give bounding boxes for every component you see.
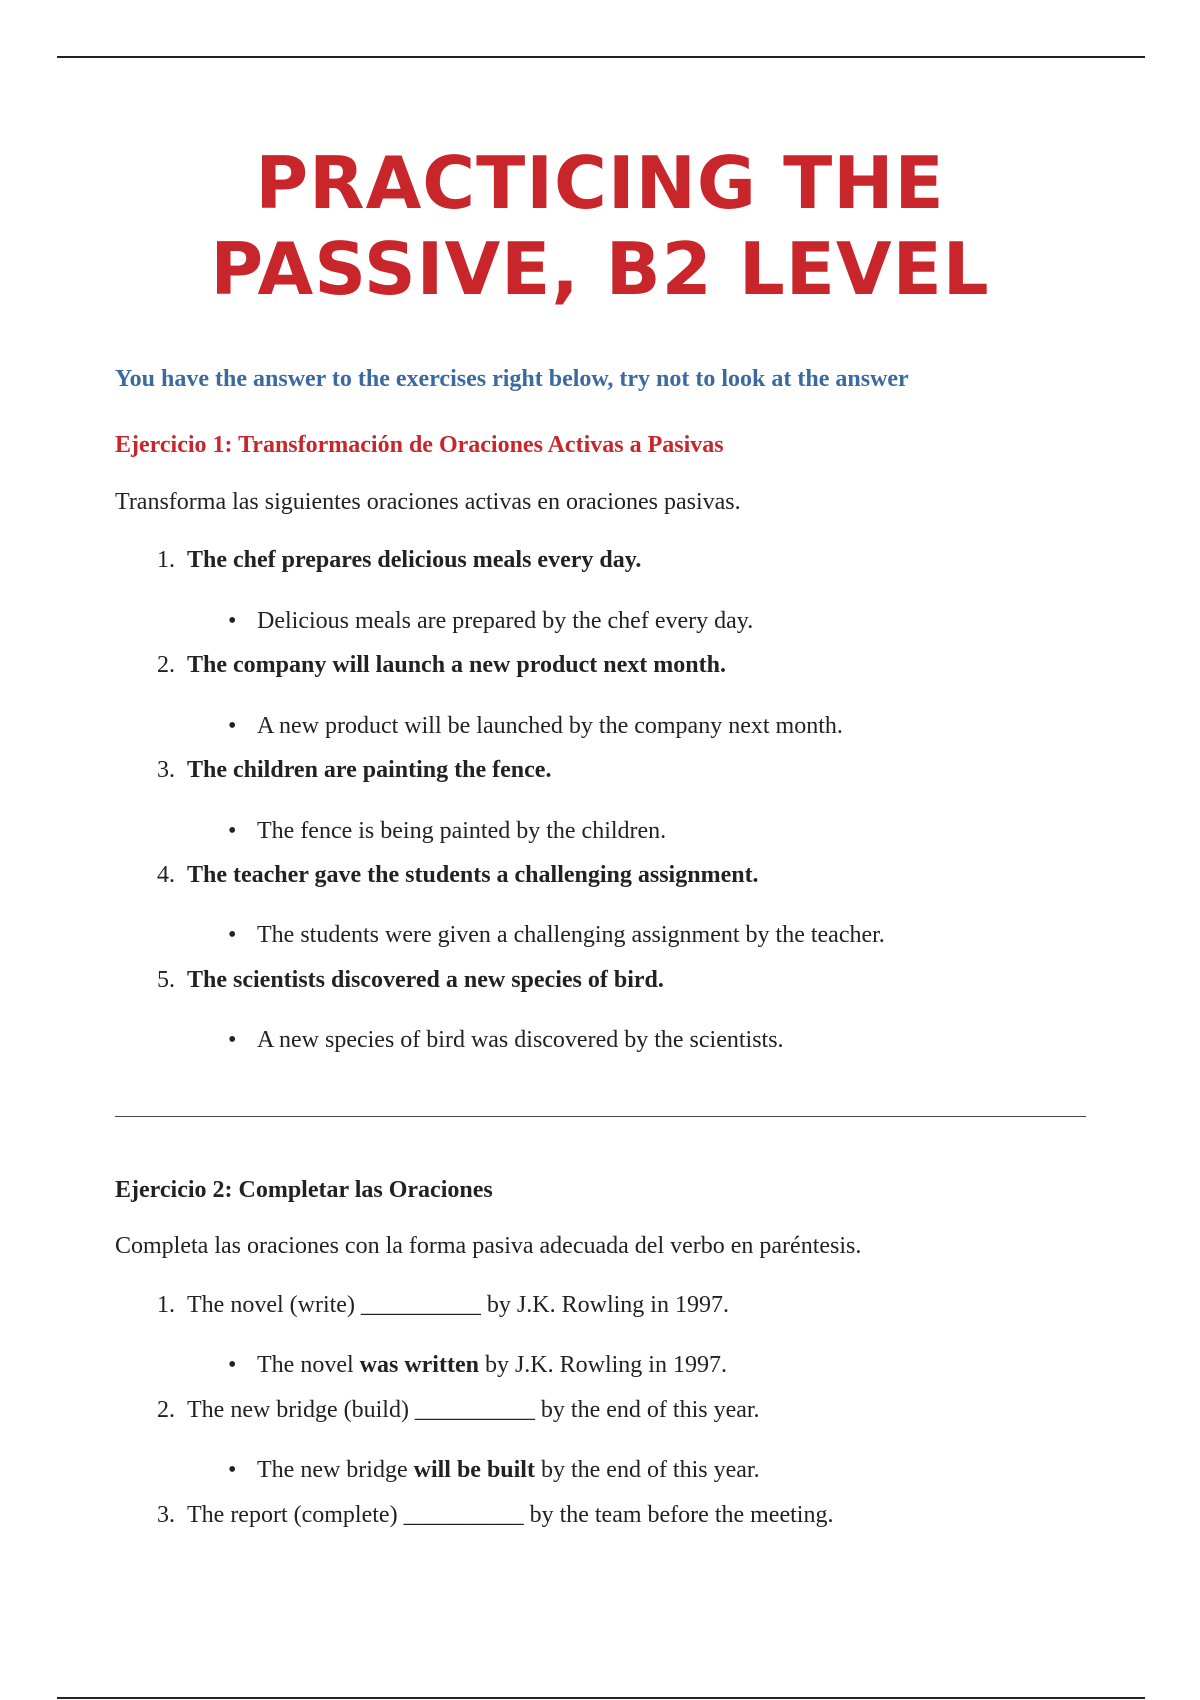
item-text: The scientists discovered a new species of bird.: [187, 967, 664, 993]
answer-after: by J.K. Rowling in 1997.: [478, 1352, 727, 1378]
answer-note: You have the answer to the exercises right below, try not to look at the answer: [115, 366, 909, 392]
answer-after: by the end of this year.: [534, 1457, 760, 1483]
item-text: The teacher gave the students a challenging assignment.: [187, 862, 759, 888]
item-text: The company will launch a new product next month.: [187, 652, 726, 678]
exercise-2-answer: [228, 1352, 727, 1379]
item-number: 2.: [157, 652, 175, 678]
item-number: 3.: [157, 757, 175, 783]
exercise-1-answer: [228, 818, 666, 845]
bullet-icon: •: [228, 818, 237, 844]
exercise-1-answer: [228, 713, 843, 740]
exercise-1-item: [157, 967, 664, 994]
exercise-1-item: [157, 547, 641, 574]
item-number: 5.: [157, 967, 175, 993]
exercise-1-item: [157, 757, 551, 784]
answer-before: The novel: [257, 1352, 360, 1378]
bullet-icon: •: [228, 608, 237, 634]
exercise-2-item: [157, 1292, 729, 1319]
answer-text: A new product will be launched by the company next month.: [257, 713, 843, 739]
exercise-1-item: [157, 862, 759, 889]
item-number: 3.: [157, 1502, 175, 1528]
bottom-rule: [57, 1697, 1145, 1699]
bullet-icon: •: [228, 1352, 237, 1378]
item-number: 1.: [157, 1292, 175, 1318]
answer-verb: will be built: [413, 1457, 535, 1483]
exercise-2-item: [157, 1502, 833, 1529]
bullet-icon: •: [228, 922, 237, 948]
bullet-icon: •: [228, 1027, 237, 1053]
exercise-1-instruction: Transforma las siguientes oraciones activas en oraciones pasivas.: [115, 489, 741, 515]
answer-text: The students were given a challenging assignment by the teacher.: [257, 922, 885, 948]
item-text: The new bridge (build) __________ by the end of this year.: [187, 1397, 760, 1423]
item-text: The report (complete) __________ by the team before the meeting.: [187, 1502, 834, 1528]
answer-text: A new species of bird was discovered by the scientists.: [257, 1027, 784, 1053]
item-number: 2.: [157, 1397, 175, 1423]
answer-verb: was written: [359, 1352, 479, 1378]
answer-text: Delicious meals are prepared by the chef every day.: [257, 608, 754, 634]
section-divider: [115, 1116, 1086, 1117]
exercise-1-answer: [228, 1027, 784, 1054]
item-text: The children are painting the fence.: [187, 757, 552, 783]
exercise-1-heading: Ejercicio 1: Transformación de Oraciones Activas a Pasivas: [115, 432, 724, 458]
item-number: 1.: [157, 547, 175, 573]
item-number: 4.: [157, 862, 175, 888]
bullet-icon: •: [228, 713, 237, 739]
exercise-1-answer: [228, 922, 885, 949]
page-title: PRACTICING THE PASSIVE, B2 LEVEL: [210, 141, 990, 311]
bullet-icon: •: [228, 1457, 237, 1483]
item-text: The chef prepares delicious meals every day.: [187, 547, 642, 573]
exercise-1-answer: [228, 608, 753, 635]
exercise-2-answer: [228, 1457, 760, 1484]
exercise-2-item: [157, 1397, 760, 1424]
exercise-2-instruction: Completa las oraciones con la forma pasiva adecuada del verbo en paréntesis.: [115, 1233, 862, 1259]
answer-text: The fence is being painted by the children.: [257, 818, 667, 844]
answer-before: The new bridge: [257, 1457, 414, 1483]
top-rule: [57, 56, 1145, 58]
exercise-2-heading: Ejercicio 2: Completar las Oraciones: [115, 1177, 493, 1203]
item-text: The novel (write) __________ by J.K. Rowling in 1997.: [187, 1292, 729, 1318]
exercise-1-item: [157, 652, 726, 679]
